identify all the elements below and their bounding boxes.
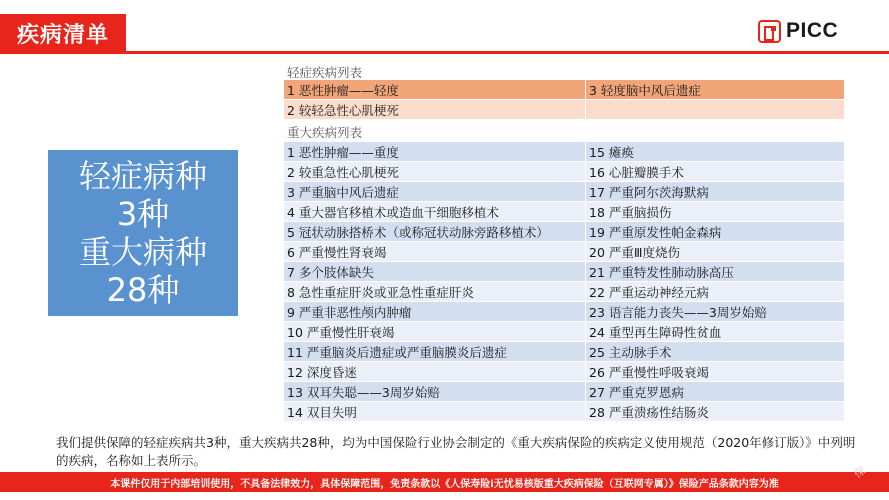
table-cell: 20 严重Ⅲ度烧伤 [586,242,845,262]
table-row [284,402,845,422]
table-row [284,182,845,202]
table-cell: 24 重型再生障碍性贫血 [586,322,845,342]
table-cell: 4 重大器官移植术或造血干细胞移植术 [284,202,586,222]
picc-logo-icon [758,20,781,43]
logo-text: PICC [786,19,839,42]
table-cell: 14 双目失明 [284,402,586,422]
table-row [284,100,845,120]
table-cell: 28 严重溃疡性结肠炎 [586,402,845,422]
table-cell: 9 严重非恶性颅内肿瘤 [284,302,586,322]
table-row [284,242,845,262]
table-cell: 21 严重特发性肺动脉高压 [586,262,845,282]
table-row [284,362,845,382]
table-row [284,202,845,222]
table-row [284,322,845,342]
table-row [284,302,845,322]
table-cell: 19 严重原发性帕金森病 [586,222,845,242]
disclaimer-footer: 本课件仅用于内部培训使用，不具备法律效力，具体保障范围，免责条款以《人保寿险i无忧易核版重大疾病保险（互联网专属）》保险产品条款内容为准 [0,472,889,492]
summary-major-count: 28种 [106,271,180,309]
table-cell: 13 双耳失聪——3周岁始赔 [284,382,586,402]
table-cell: 11 严重脑炎后遗症或严重脑膜炎后遗症 [284,342,586,362]
picc-logo [758,19,838,43]
mild-disease-table [283,79,845,120]
table-cell [586,100,845,120]
table-cell: 8 急性重症肝炎或亚急性重症肝炎 [284,282,586,302]
table-cell: 23 语言能力丧失——3周岁始赔 [586,302,845,322]
explanatory-note: 我们提供保障的轻症疾病共3种，重大疾病共28种，均为中国保险行业协会制定的《重大疾病保险的疾病定义使用规范（2020年修订版）》中列明的疾病，名称如上表所示。 [56,435,856,468]
summary-mild-count: 3种 [116,195,170,233]
table-cell: 2 较轻急性心肌梗死 [284,100,586,120]
table-cell: 22 严重运动神经元病 [586,282,845,302]
table-cell: 6 严重慢性肾衰竭 [284,242,586,262]
table-row [284,282,845,302]
table-row [284,262,845,282]
table-cell: 12 深度昏迷 [284,362,586,382]
page-title: 疾病清单 [0,14,126,52]
major-list-label: 重大疾病列表 [287,125,363,140]
table-cell: 25 主动脉手术 [586,342,845,362]
table-row [284,80,845,100]
table-cell: 15 瘫痪 [586,142,845,162]
table-cell: 17 严重阿尔茨海默病 [586,182,845,202]
table-cell: 7 多个肢体缺失 [284,262,586,282]
table-cell: 26 严重慢性呼吸衰竭 [586,362,845,382]
summary-box [48,150,238,316]
table-row [284,162,845,182]
table-cell: 1 恶性肿瘤——轻度 [284,80,586,100]
table-cell: 3 严重脑中风后遗症 [284,182,586,202]
table-cell: 2 较重急性心肌梗死 [284,162,586,182]
major-disease-table [283,141,845,422]
table-cell: 10 严重慢性肝衰竭 [284,322,586,342]
title-underline [0,51,889,54]
table-cell: 1 恶性肿瘤——重度 [284,142,586,162]
table-cell: 3 轻度脑中风后遗症 [586,80,845,100]
table-row [284,142,845,162]
mild-list-label: 轻症疾病列表 [287,65,363,80]
watermark: 保 [851,463,869,481]
table-cell: 18 严重脑损伤 [586,202,845,222]
table-row [284,222,845,242]
table-cell: 16 心脏瓣膜手术 [586,162,845,182]
table-cell: 5 冠状动脉搭桥术（或称冠状动脉旁路移植术） [284,222,586,242]
table-row [284,382,845,402]
summary-mild-label: 轻症病种 [78,157,207,195]
table-row [284,342,845,362]
table-cell: 27 严重克罗恩病 [586,382,845,402]
summary-major-label: 重大病种 [78,233,207,271]
